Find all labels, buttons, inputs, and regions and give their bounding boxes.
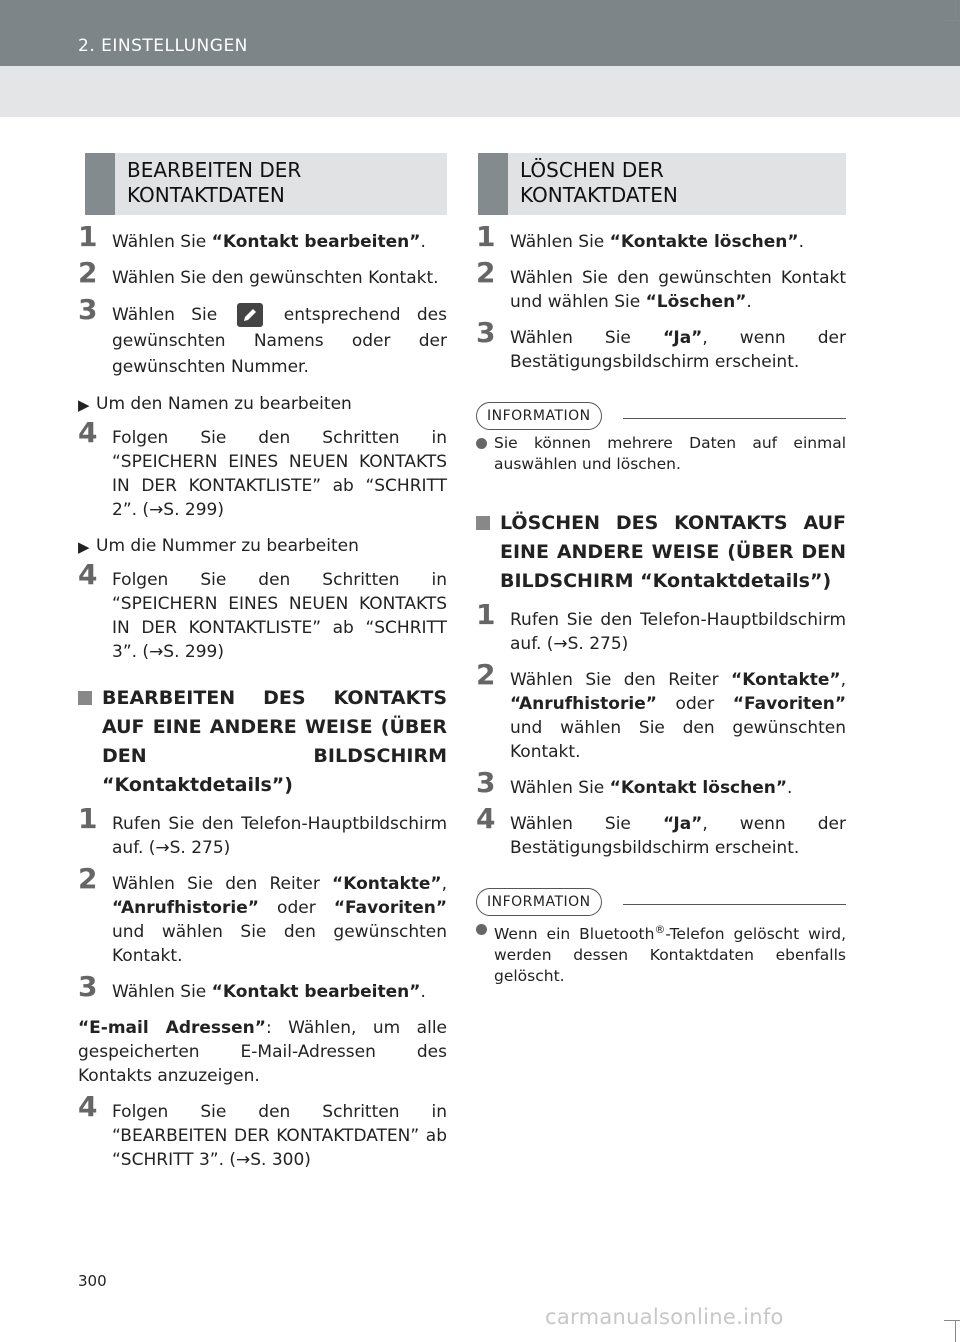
step-button-ref: “Kontakte”: [731, 670, 841, 690]
step-text: Rufen Sie den Telefon-Hauptbildschirm auf. (→S. 275): [112, 814, 447, 858]
chapter-title: 2. EINSTELLUNGEN: [78, 36, 248, 56]
step-text: oder: [656, 694, 733, 714]
subsection-heading: [78, 684, 447, 800]
email-text: : Wählen, um alle gespeicherten E-Mail-Adressen des Kontakts anzuzeigen.: [78, 1018, 447, 1086]
crop-mark: [944, 20, 960, 21]
information-text: Wenn ein Bluetooth: [494, 925, 655, 944]
information-divider: [623, 904, 846, 905]
left-column: [78, 220, 447, 1184]
section-marker: [85, 153, 115, 215]
section-header-delete: [478, 153, 846, 215]
step-text: .: [798, 232, 804, 252]
email-button-ref: “E-mail Adressen”: [78, 1018, 266, 1038]
step-item: [78, 1090, 447, 1172]
step-item: [78, 293, 447, 380]
crop-mark: [944, 1320, 960, 1321]
step-number: 3: [78, 970, 98, 1003]
step-text: Folgen Sie den Schritten in “BEARBEITEN DER KONTAKTDATEN” ab “SCHRITT 3”. (→S. 300): [112, 1102, 447, 1170]
information-text: -Telefon gelöscht wird, werden dessen Kontaktdaten ebenfalls gelöscht.: [494, 925, 846, 986]
section-header-edit: [85, 153, 447, 215]
right-column: [476, 220, 846, 991]
information-text: Sie können mehrere Daten auf einmal auswählen und löschen.: [494, 434, 846, 473]
step-item: [476, 766, 846, 800]
triangle-icon: ▶: [78, 396, 90, 414]
step-text: ,: [441, 874, 447, 894]
step-item: [78, 802, 447, 860]
step-button-ref: “Ja”: [662, 814, 703, 834]
step-text: Wählen Sie: [510, 232, 610, 252]
step-number: 4: [78, 416, 98, 449]
step-button-ref: “Ja”: [662, 328, 703, 348]
step-text: und wählen Sie den gewünschten Kontakt.: [510, 718, 846, 762]
subsection-title: BEARBEITEN DES KONTAKTS AUF EINE ANDERE WEISE (ÜBER DEN BILDSCHIRM “Kontaktdetails”): [102, 687, 447, 796]
watermark: carmanualsonline.info: [545, 1305, 784, 1329]
step-text: .: [420, 232, 426, 252]
step-item: [476, 658, 846, 764]
step-number: 4: [476, 802, 496, 835]
step-text: , wenn der Bestätigungsbildschirm erscheint.: [510, 328, 846, 372]
step-item: [78, 220, 447, 254]
pencil-icon: [237, 303, 263, 327]
step-text: Wählen Sie: [112, 232, 212, 252]
step-item: [476, 220, 846, 254]
step-text: Wählen Sie den gewünschten Kontakt und wählen Sie: [510, 268, 846, 312]
step-text: ,: [840, 670, 846, 690]
square-bullet-icon: [78, 691, 92, 705]
step-number: 1: [476, 220, 496, 253]
sub-case: [78, 534, 447, 558]
step-button-ref: “Anrufhistorie”: [112, 898, 259, 918]
bullet-icon: [476, 438, 487, 449]
step-text: und wählen Sie den gewünschten Kontakt.: [112, 922, 447, 966]
information-label: INFORMATION: [476, 888, 602, 916]
step-item: [78, 256, 447, 290]
information-box: [476, 392, 846, 475]
crop-mark: [955, 0, 956, 20]
section-title: LÖSCHEN DER KONTAKTDATEN: [520, 158, 678, 207]
step-text: Wählen Sie den Reiter: [510, 670, 732, 690]
step-text: Folgen Sie den Schritten in “SPEICHERN EINES NEUEN KONTAKTS IN DER KONTAKTLISTE” ab “SCHRITT 2”. (→S. 299): [112, 428, 447, 520]
header-bar: [0, 0, 960, 66]
step-item: [78, 970, 447, 1004]
step-text: Wählen Sie: [112, 305, 234, 325]
step-number: 2: [78, 256, 98, 289]
step-number: 1: [78, 802, 98, 835]
subsection-title: LÖSCHEN DES KONTAKTS AUF EINE ANDERE WEISE (ÜBER DEN BILDSCHIRM “Kontaktdetails”): [500, 512, 846, 592]
step-number: 4: [78, 1090, 98, 1123]
step-button-ref: “Löschen”: [645, 292, 747, 312]
step-button-ref: “Favoriten”: [732, 694, 846, 714]
step-button-ref: “Kontakt löschen”: [609, 778, 788, 798]
triangle-icon: ▶: [78, 538, 90, 556]
square-bullet-icon: [476, 516, 490, 530]
step-item: [476, 256, 846, 314]
section-marker: [478, 153, 508, 215]
step-item: [78, 416, 447, 522]
step-text: Folgen Sie den Schritten in “SPEICHERN EINES NEUEN KONTAKTS IN DER KONTAKTLISTE” ab “SCHRITT 3”. (→S. 299): [112, 570, 447, 662]
step-text: Wählen Sie: [112, 982, 212, 1002]
step-number: 4: [78, 558, 98, 591]
information-box: [476, 878, 846, 987]
header-band: [0, 66, 960, 117]
step-button-ref: “Favoriten”: [333, 898, 447, 918]
step-number: 3: [476, 766, 496, 799]
step-text: Wählen Sie den Reiter: [112, 874, 333, 894]
step-text: Wählen Sie: [510, 328, 663, 348]
step-number: 3: [476, 316, 496, 349]
subsection-heading: [476, 509, 846, 596]
step-number: 1: [476, 598, 496, 631]
step-button-ref: “Kontakte”: [332, 874, 442, 894]
step-item: [476, 598, 846, 656]
step-number: 2: [476, 658, 496, 691]
bullet-icon: [476, 924, 487, 935]
registered-mark: ®: [654, 923, 666, 936]
step-item: [78, 558, 447, 664]
step-number: 2: [476, 256, 496, 289]
crop-mark: [955, 1320, 956, 1342]
step-number: 1: [78, 220, 98, 253]
step-text: Wählen Sie: [510, 778, 610, 798]
step-number: 3: [78, 293, 98, 326]
step-text: oder: [258, 898, 334, 918]
email-description: [78, 1016, 447, 1088]
step-text: .: [420, 982, 426, 1002]
step-text: Wählen Sie den gewünschten Kontakt.: [112, 268, 439, 288]
step-text: .: [787, 778, 793, 798]
step-text: Rufen Sie den Telefon-Hauptbildschirm auf. (→S. 275): [510, 610, 846, 654]
step-text: .: [746, 292, 752, 312]
section-title: BEARBEITEN DER KONTAKTDATEN: [127, 158, 302, 207]
step-number: 2: [78, 862, 98, 895]
step-button-ref: “Kontakt bearbeiten”: [211, 232, 421, 252]
step-item: [476, 802, 846, 860]
step-button-ref: “Anrufhistorie”: [510, 694, 657, 714]
information-item: [476, 919, 846, 987]
information-item: [476, 433, 846, 475]
step-text: entsprechend des gewünschten Namens oder der gewünschten Nummer.: [112, 305, 447, 377]
information-label: INFORMATION: [476, 402, 602, 430]
step-item: [476, 316, 846, 374]
sub-case: [78, 392, 447, 416]
step-text: Wählen Sie: [510, 814, 663, 834]
step-button-ref: “Kontakt bearbeiten”: [211, 982, 421, 1002]
step-text: , wenn der Bestätigungsbildschirm erscheint.: [510, 814, 846, 858]
step-button-ref: “Kontakte löschen”: [609, 232, 799, 252]
page-number: 300: [78, 1272, 107, 1290]
information-divider: [623, 418, 846, 419]
step-item: [78, 862, 447, 968]
sub-case-label: Um den Namen zu bearbeiten: [96, 394, 352, 414]
sub-case-label: Um die Nummer zu bearbeiten: [96, 536, 359, 556]
